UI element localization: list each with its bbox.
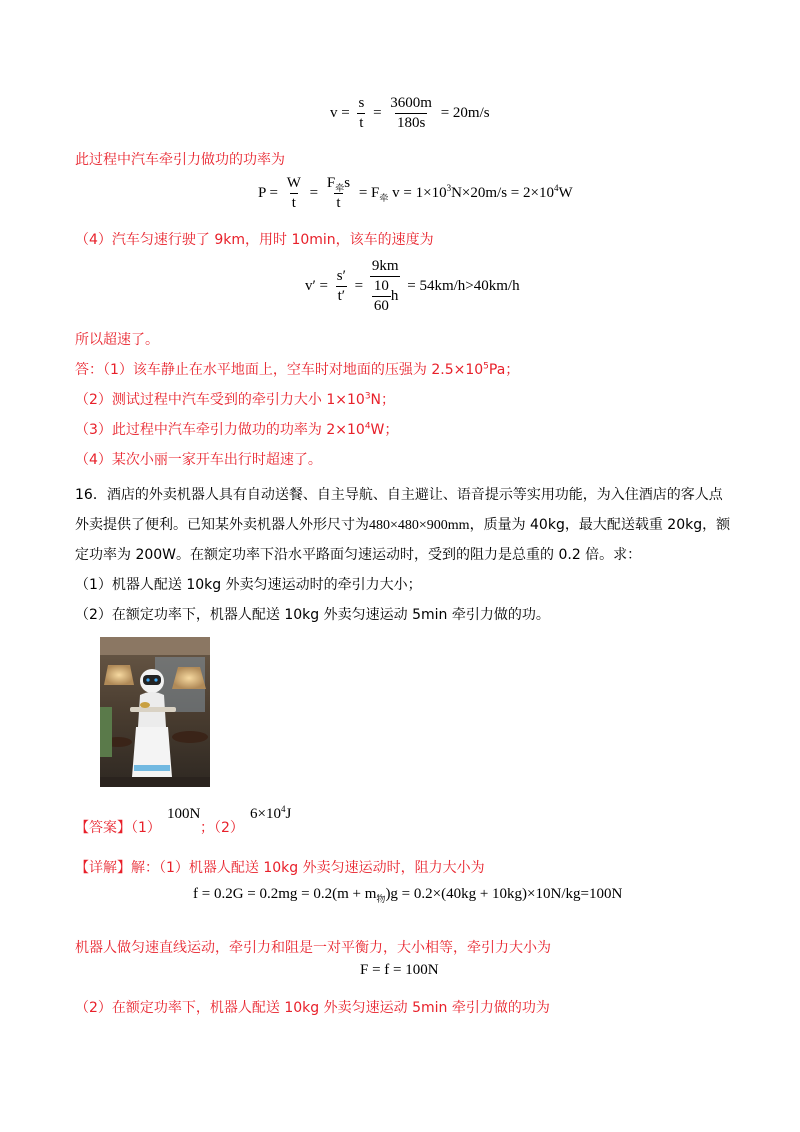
frac-num-tail: s [344,175,351,191]
frac-num: s [358,95,365,111]
frac-num: 10 [373,278,389,294]
answer-line-1 [75,360,519,380]
answer16-value2 [250,806,291,823]
eq-rhs2: N×20m/s = 2×10 [451,184,554,201]
frac-den: t [359,115,364,131]
answer-tail: W； [370,422,399,438]
fraction-values [388,95,434,132]
eq-rhs: = 20m/s [440,104,490,121]
frac-num: F [326,175,336,191]
fraction-10-60 [372,278,391,315]
detail-line3: （2）在额定功率下，机器人配送 10kg 外卖匀速运动 5min 牵引力做的功为 [75,1000,550,1016]
exponent: 4 [280,804,286,814]
q16-line3: 定功率为 200W。在额定功率下沿水平路面匀速运动时，受到的阻力是总重的 0.2 倍。求： [75,547,642,563]
subscript: 牵 [379,192,389,203]
exponent: 4 [553,182,559,193]
fraction-9km [370,258,401,315]
frac-den: 180s [396,115,426,131]
eq-main: f = 0.2G = 0.2mg = 0.2(m + m [193,886,377,902]
equation-speed [305,258,520,315]
fraction-fs-t [325,175,352,212]
frac-den: t [291,195,296,211]
frac-num: 3600m [390,95,432,111]
q16-line2-b: ，质量为 40kg，最大配送载重 20kg，额 [469,517,731,533]
q16-sub1: （1）机器人配送 10kg 外卖匀速运动时的牵引力大小； [75,577,422,593]
answer-text: 答：（1）该车静止在水平地面上，空车时对地面的压强为 2.5×10 [75,362,484,378]
value2-base: 6×10 [250,806,281,822]
equation-power [258,175,573,212]
q16-sub2: （2）在额定功率下，机器人配送 10kg 外卖匀速运动 5min 牵引力做的功。 [75,607,550,623]
eq-mid: = F [358,184,380,201]
eq-lhs: v = [330,104,350,121]
answer-text: （3）此过程中汽车牵引力做功的功率为 2×10 [75,422,365,438]
subscript: 物 [376,894,386,904]
eq-sign: = [373,104,382,121]
subscript: 牵 [335,183,345,193]
exponent: 3 [446,182,452,193]
detail-equation [193,886,622,903]
fraction-s-t [356,95,366,132]
answer16-sep: ；（2） [200,820,244,836]
exponent: 4 [364,421,371,432]
answer16-label: 【答案】（1） [75,820,161,836]
frac-den-compound [370,276,401,315]
detail-line2: 机器人做匀速直线运动，牵引力和阻是一对平衡力，大小相等，牵引力大小为 [75,940,551,956]
frac-num: 9km [371,258,399,274]
frac-den: t [336,195,341,211]
q16-line1: 16．酒店的外卖机器人具有自动送餐、自主导航、自主避让、语音提示等实用功能，为入住酒店的客人点 [75,487,723,503]
answer16-value1: 100N [167,806,201,822]
answer-line-2 [75,390,395,410]
robot-photo [100,637,210,787]
eq-lhs: v′ = [305,277,328,294]
eq-rhs3: W [558,184,573,201]
frac-den: 60 [373,298,389,314]
eq-rhs: v = 1×10 [392,184,447,201]
q16-line2 [75,515,730,536]
exponent: 5 [483,361,489,372]
eq-lhs: P = [258,184,278,201]
part4-line: （4）汽车匀速行驶了 9km，用时 10min，该车的速度为 [75,232,434,248]
eq-tail: )g = 0.2×(40kg + 10kg)×10N/kg=100N [385,886,623,902]
detail-line1: 【详解】解：（1）机器人配送 10kg 外卖匀速运动时，阻力大小为 [75,860,485,876]
answer16 [75,818,161,838]
detail-equation2: F = f = 100N [360,962,439,978]
exponent: 3 [364,391,371,402]
unit: h [390,288,399,304]
answer-tail: Pa； [488,362,520,378]
frac-num: W [286,175,301,191]
equation-velocity [330,95,490,132]
power-intro-line: 此过程中汽车牵引力做功的功率为 [75,152,285,168]
robot-dimensions: 480×480×900mm [369,518,470,533]
frac-num: s′ [336,268,346,284]
eq-sign: = [309,184,319,201]
value2-unit: J [285,806,292,822]
fraction-w-t [285,175,303,212]
eq-rhs: = 54km/h>40km/h [407,277,520,294]
answer-tail: N； [370,392,396,408]
answer-line-3 [75,420,398,440]
frac-den: t′ [337,288,346,304]
robot-photo-svg [100,637,210,787]
eq-sign: = [354,277,364,294]
fraction-s-t-prime [335,268,348,305]
answer-line-4 [75,450,322,470]
speeding-line: 所以超速了。 [75,332,159,348]
answer-text: （2）测试过程中汽车受到的牵引力大小 1×10 [75,392,365,408]
answer-text: （4）某次小丽一家开车出行时超速了。 [75,452,322,468]
q16-line2-a: 外卖提供了便利。已知某外卖机器人外形尺寸为 [75,517,369,533]
